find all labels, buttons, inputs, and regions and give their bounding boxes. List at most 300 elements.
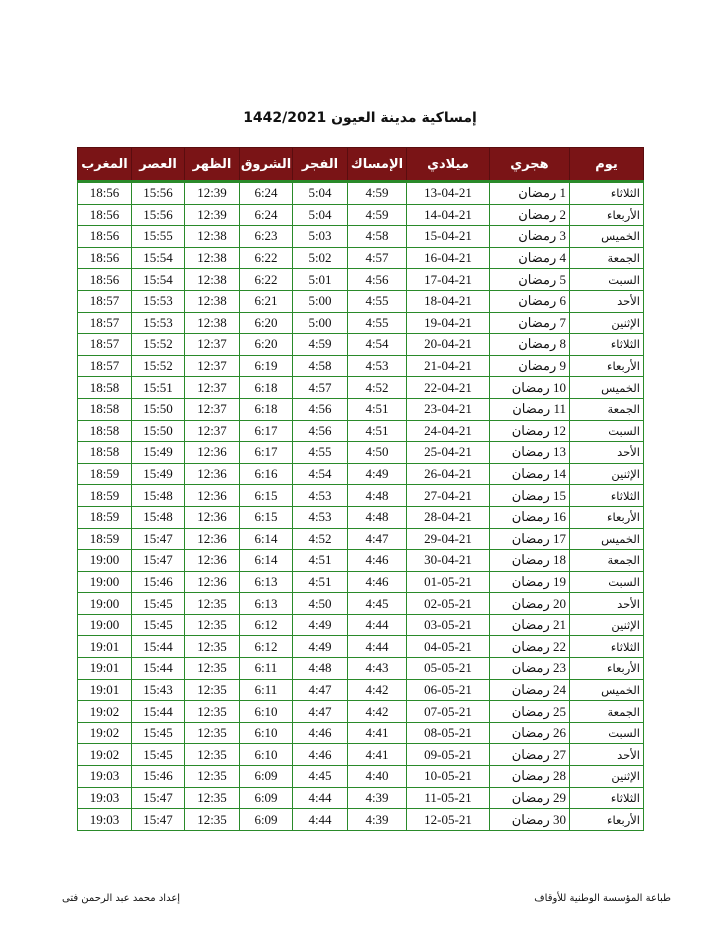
cell-hijri: 1 رمضان	[490, 182, 570, 205]
cell-maghrib: 18:56	[78, 247, 132, 269]
cell-fajr: 4:46	[293, 722, 348, 744]
table-row	[78, 528, 644, 550]
cell-fajr: 5:02	[293, 247, 348, 269]
cell-hijri: 16 رمضان	[490, 506, 570, 528]
cell-shurooq: 6:15	[240, 506, 293, 528]
table-row	[78, 398, 644, 420]
cell-imsak: 4:45	[348, 593, 407, 615]
table-row	[78, 182, 644, 205]
cell-hijri: 4 رمضان	[490, 247, 570, 269]
cell-gregorian: 11-05-21	[407, 787, 490, 809]
table-row	[78, 463, 644, 485]
cell-gregorian: 13-04-21	[407, 182, 490, 205]
cell-hijri: 20 رمضان	[490, 593, 570, 615]
cell-day: الخميس	[570, 679, 644, 701]
cell-asr: 15:49	[132, 442, 185, 464]
header-hijri: هجري	[490, 148, 570, 182]
cell-hijri: 11 رمضان	[490, 398, 570, 420]
cell-fajr: 4:53	[293, 506, 348, 528]
cell-shurooq: 6:24	[240, 204, 293, 226]
cell-asr: 15:48	[132, 485, 185, 507]
cell-fajr: 4:59	[293, 334, 348, 356]
cell-imsak: 4:51	[348, 420, 407, 442]
cell-imsak: 4:55	[348, 312, 407, 334]
table-row	[78, 787, 644, 809]
cell-imsak: 4:42	[348, 701, 407, 723]
cell-maghrib: 19:02	[78, 722, 132, 744]
cell-shurooq: 6:12	[240, 636, 293, 658]
cell-day: الثلاثاء	[570, 787, 644, 809]
table-row	[78, 506, 644, 528]
cell-fajr: 4:56	[293, 398, 348, 420]
cell-dhuhr: 12:38	[185, 290, 240, 312]
cell-imsak: 4:39	[348, 787, 407, 809]
cell-day: السبت	[570, 420, 644, 442]
cell-maghrib: 19:00	[78, 571, 132, 593]
cell-hijri: 5 رمضان	[490, 269, 570, 291]
cell-imsak: 4:40	[348, 766, 407, 788]
cell-maghrib: 18:56	[78, 182, 132, 205]
cell-maghrib: 18:58	[78, 420, 132, 442]
table-body	[78, 182, 644, 831]
cell-fajr: 4:47	[293, 679, 348, 701]
table-row	[78, 442, 644, 464]
cell-asr: 15:51	[132, 377, 185, 399]
cell-asr: 15:56	[132, 204, 185, 226]
cell-hijri: 21 رمضان	[490, 614, 570, 636]
cell-gregorian: 24-04-21	[407, 420, 490, 442]
cell-asr: 15:54	[132, 269, 185, 291]
header-asr: العصر	[132, 148, 185, 182]
cell-fajr: 5:04	[293, 182, 348, 205]
cell-imsak: 4:59	[348, 182, 407, 205]
cell-gregorian: 05-05-21	[407, 658, 490, 680]
header-day: يوم	[570, 148, 644, 182]
imsakiya-table-container	[77, 147, 643, 831]
cell-dhuhr: 12:37	[185, 355, 240, 377]
cell-maghrib: 18:59	[78, 463, 132, 485]
cell-maghrib: 19:02	[78, 744, 132, 766]
cell-maghrib: 19:01	[78, 658, 132, 680]
footer-prepared-by: إعداد محمد عبد الرحمن فتى	[62, 893, 181, 904]
cell-imsak: 4:57	[348, 247, 407, 269]
table-row	[78, 744, 644, 766]
cell-fajr: 4:51	[293, 571, 348, 593]
cell-maghrib: 19:01	[78, 636, 132, 658]
cell-gregorian: 15-04-21	[407, 226, 490, 248]
cell-shurooq: 6:23	[240, 226, 293, 248]
cell-gregorian: 10-05-21	[407, 766, 490, 788]
cell-hijri: 29 رمضان	[490, 787, 570, 809]
cell-dhuhr: 12:35	[185, 722, 240, 744]
cell-day: الثلاثاء	[570, 485, 644, 507]
cell-maghrib: 18:57	[78, 334, 132, 356]
cell-gregorian: 18-04-21	[407, 290, 490, 312]
table-row	[78, 679, 644, 701]
cell-fajr: 5:00	[293, 290, 348, 312]
cell-dhuhr: 12:37	[185, 420, 240, 442]
cell-day: الجمعة	[570, 701, 644, 723]
cell-maghrib: 18:59	[78, 528, 132, 550]
cell-shurooq: 6:11	[240, 658, 293, 680]
cell-fajr: 4:50	[293, 593, 348, 615]
cell-day: الأحد	[570, 290, 644, 312]
cell-gregorian: 22-04-21	[407, 377, 490, 399]
cell-asr: 15:48	[132, 506, 185, 528]
cell-day: الأربعاء	[570, 355, 644, 377]
table-row	[78, 593, 644, 615]
cell-day: الإثنين	[570, 614, 644, 636]
cell-hijri: 2 رمضان	[490, 204, 570, 226]
cell-imsak: 4:56	[348, 269, 407, 291]
cell-day: الأحد	[570, 593, 644, 615]
cell-maghrib: 18:56	[78, 269, 132, 291]
cell-hijri: 12 رمضان	[490, 420, 570, 442]
cell-maghrib: 19:00	[78, 550, 132, 572]
cell-gregorian: 09-05-21	[407, 744, 490, 766]
cell-asr: 15:53	[132, 312, 185, 334]
document-title: إمساكية مدينة العيون 1442/2021	[243, 110, 477, 126]
cell-gregorian: 01-05-21	[407, 571, 490, 593]
cell-maghrib: 19:00	[78, 593, 132, 615]
table-row	[78, 636, 644, 658]
cell-fajr: 4:48	[293, 658, 348, 680]
cell-shurooq: 6:20	[240, 312, 293, 334]
cell-gregorian: 19-04-21	[407, 312, 490, 334]
cell-maghrib: 19:03	[78, 809, 132, 831]
cell-asr: 15:50	[132, 420, 185, 442]
cell-gregorian: 12-05-21	[407, 809, 490, 831]
cell-day: الأربعاء	[570, 506, 644, 528]
cell-day: السبت	[570, 269, 644, 291]
cell-asr: 15:47	[132, 550, 185, 572]
cell-dhuhr: 12:35	[185, 701, 240, 723]
cell-gregorian: 06-05-21	[407, 679, 490, 701]
cell-imsak: 4:55	[348, 290, 407, 312]
cell-day: الإثنين	[570, 463, 644, 485]
cell-imsak: 4:49	[348, 463, 407, 485]
cell-asr: 15:44	[132, 658, 185, 680]
cell-dhuhr: 12:35	[185, 744, 240, 766]
cell-imsak: 4:44	[348, 614, 407, 636]
cell-dhuhr: 12:35	[185, 593, 240, 615]
cell-dhuhr: 12:35	[185, 809, 240, 831]
table-row	[78, 377, 644, 399]
header-gregorian: ميلادي	[407, 148, 490, 182]
cell-day: الأربعاء	[570, 204, 644, 226]
cell-fajr: 5:03	[293, 226, 348, 248]
cell-dhuhr: 12:38	[185, 312, 240, 334]
cell-asr: 15:47	[132, 787, 185, 809]
cell-imsak: 4:41	[348, 744, 407, 766]
cell-imsak: 4:39	[348, 809, 407, 831]
cell-shurooq: 6:13	[240, 571, 293, 593]
cell-imsak: 4:52	[348, 377, 407, 399]
cell-asr: 15:52	[132, 334, 185, 356]
table-row	[78, 226, 644, 248]
cell-maghrib: 18:58	[78, 377, 132, 399]
cell-shurooq: 6:10	[240, 701, 293, 723]
cell-shurooq: 6:11	[240, 679, 293, 701]
cell-day: الأربعاء	[570, 809, 644, 831]
cell-asr: 15:52	[132, 355, 185, 377]
cell-asr: 15:43	[132, 679, 185, 701]
cell-shurooq: 6:10	[240, 744, 293, 766]
cell-hijri: 13 رمضان	[490, 442, 570, 464]
cell-maghrib: 18:59	[78, 506, 132, 528]
cell-day: الثلاثاء	[570, 182, 644, 205]
cell-hijri: 18 رمضان	[490, 550, 570, 572]
cell-dhuhr: 12:37	[185, 377, 240, 399]
cell-day: الخميس	[570, 528, 644, 550]
header-shurooq: الشروق	[240, 148, 293, 182]
table-row	[78, 312, 644, 334]
cell-imsak: 4:51	[348, 398, 407, 420]
cell-asr: 15:54	[132, 247, 185, 269]
header-imsak: الإمساك	[348, 148, 407, 182]
cell-dhuhr: 12:38	[185, 247, 240, 269]
table-row	[78, 355, 644, 377]
cell-maghrib: 19:01	[78, 679, 132, 701]
cell-fajr: 5:00	[293, 312, 348, 334]
footer-printed-by: طباعة المؤسسة الوطنية للأوقاف	[534, 893, 671, 904]
table-header-row	[78, 148, 644, 182]
cell-hijri: 27 رمضان	[490, 744, 570, 766]
cell-dhuhr: 12:35	[185, 636, 240, 658]
table-row	[78, 809, 644, 831]
cell-imsak: 4:50	[348, 442, 407, 464]
cell-day: الجمعة	[570, 398, 644, 420]
cell-shurooq: 6:10	[240, 722, 293, 744]
cell-maghrib: 18:59	[78, 485, 132, 507]
cell-dhuhr: 12:36	[185, 463, 240, 485]
cell-dhuhr: 12:36	[185, 550, 240, 572]
cell-hijri: 8 رمضان	[490, 334, 570, 356]
cell-fajr: 4:46	[293, 744, 348, 766]
cell-asr: 15:46	[132, 766, 185, 788]
cell-dhuhr: 12:36	[185, 571, 240, 593]
cell-maghrib: 18:58	[78, 398, 132, 420]
cell-fajr: 4:57	[293, 377, 348, 399]
cell-hijri: 24 رمضان	[490, 679, 570, 701]
cell-day: الأحد	[570, 744, 644, 766]
cell-maghrib: 19:00	[78, 614, 132, 636]
cell-asr: 15:45	[132, 614, 185, 636]
cell-gregorian: 04-05-21	[407, 636, 490, 658]
cell-gregorian: 07-05-21	[407, 701, 490, 723]
imsakiya-table	[77, 147, 644, 831]
cell-day: الإثنين	[570, 312, 644, 334]
cell-shurooq: 6:18	[240, 398, 293, 420]
cell-fajr: 4:53	[293, 485, 348, 507]
cell-fajr: 4:49	[293, 636, 348, 658]
cell-shurooq: 6:14	[240, 528, 293, 550]
cell-imsak: 4:53	[348, 355, 407, 377]
cell-maghrib: 18:58	[78, 442, 132, 464]
cell-shurooq: 6:21	[240, 290, 293, 312]
cell-hijri: 30 رمضان	[490, 809, 570, 831]
cell-day: السبت	[570, 722, 644, 744]
cell-hijri: 7 رمضان	[490, 312, 570, 334]
cell-fajr: 4:44	[293, 787, 348, 809]
cell-shurooq: 6:19	[240, 355, 293, 377]
cell-hijri: 6 رمضان	[490, 290, 570, 312]
cell-day: الجمعة	[570, 550, 644, 572]
cell-asr: 15:46	[132, 571, 185, 593]
cell-dhuhr: 12:35	[185, 679, 240, 701]
cell-fajr: 4:54	[293, 463, 348, 485]
table-row	[78, 614, 644, 636]
cell-hijri: 10 رمضان	[490, 377, 570, 399]
cell-asr: 15:47	[132, 528, 185, 550]
cell-fajr: 4:55	[293, 442, 348, 464]
cell-fajr: 4:44	[293, 809, 348, 831]
cell-maghrib: 19:03	[78, 787, 132, 809]
cell-fajr: 5:01	[293, 269, 348, 291]
cell-gregorian: 21-04-21	[407, 355, 490, 377]
cell-gregorian: 23-04-21	[407, 398, 490, 420]
cell-maghrib: 18:57	[78, 290, 132, 312]
cell-shurooq: 6:24	[240, 182, 293, 205]
cell-hijri: 23 رمضان	[490, 658, 570, 680]
cell-hijri: 3 رمضان	[490, 226, 570, 248]
cell-shurooq: 6:20	[240, 334, 293, 356]
cell-imsak: 4:42	[348, 679, 407, 701]
cell-asr: 15:45	[132, 722, 185, 744]
table-row	[78, 658, 644, 680]
cell-imsak: 4:58	[348, 226, 407, 248]
cell-imsak: 4:54	[348, 334, 407, 356]
header-dhuhr: الظهر	[185, 148, 240, 182]
cell-shurooq: 6:17	[240, 442, 293, 464]
cell-dhuhr: 12:36	[185, 442, 240, 464]
cell-shurooq: 6:22	[240, 247, 293, 269]
cell-day: الثلاثاء	[570, 334, 644, 356]
table-row	[78, 334, 644, 356]
table-row	[78, 290, 644, 312]
cell-gregorian: 27-04-21	[407, 485, 490, 507]
cell-dhuhr: 12:36	[185, 528, 240, 550]
cell-shurooq: 6:18	[240, 377, 293, 399]
cell-fajr: 4:52	[293, 528, 348, 550]
cell-maghrib: 18:56	[78, 204, 132, 226]
cell-dhuhr: 12:37	[185, 398, 240, 420]
cell-shurooq: 6:14	[240, 550, 293, 572]
cell-gregorian: 08-05-21	[407, 722, 490, 744]
cell-maghrib: 18:57	[78, 312, 132, 334]
cell-asr: 15:44	[132, 636, 185, 658]
cell-asr: 15:49	[132, 463, 185, 485]
cell-gregorian: 28-04-21	[407, 506, 490, 528]
cell-hijri: 19 رمضان	[490, 571, 570, 593]
cell-gregorian: 17-04-21	[407, 269, 490, 291]
cell-hijri: 22 رمضان	[490, 636, 570, 658]
cell-day: الإثنين	[570, 766, 644, 788]
cell-fajr: 4:56	[293, 420, 348, 442]
cell-day: الثلاثاء	[570, 636, 644, 658]
cell-fajr: 4:47	[293, 701, 348, 723]
cell-shurooq: 6:17	[240, 420, 293, 442]
cell-dhuhr: 12:38	[185, 269, 240, 291]
cell-dhuhr: 12:37	[185, 334, 240, 356]
header-maghrib: المغرب	[78, 148, 132, 182]
cell-dhuhr: 12:35	[185, 658, 240, 680]
cell-shurooq: 6:09	[240, 787, 293, 809]
cell-gregorian: 26-04-21	[407, 463, 490, 485]
table-row	[78, 420, 644, 442]
cell-day: الأربعاء	[570, 658, 644, 680]
cell-day: الخميس	[570, 377, 644, 399]
table-row	[78, 485, 644, 507]
cell-dhuhr: 12:35	[185, 766, 240, 788]
cell-gregorian: 25-04-21	[407, 442, 490, 464]
cell-gregorian: 30-04-21	[407, 550, 490, 572]
cell-dhuhr: 12:39	[185, 182, 240, 205]
cell-imsak: 4:43	[348, 658, 407, 680]
cell-gregorian: 16-04-21	[407, 247, 490, 269]
cell-dhuhr: 12:36	[185, 485, 240, 507]
cell-shurooq: 6:16	[240, 463, 293, 485]
table-row	[78, 269, 644, 291]
cell-imsak: 4:47	[348, 528, 407, 550]
cell-asr: 15:55	[132, 226, 185, 248]
cell-shurooq: 6:13	[240, 593, 293, 615]
cell-dhuhr: 12:38	[185, 226, 240, 248]
table-row	[78, 766, 644, 788]
cell-dhuhr: 12:35	[185, 787, 240, 809]
cell-shurooq: 6:12	[240, 614, 293, 636]
cell-dhuhr: 12:36	[185, 506, 240, 528]
cell-imsak: 4:46	[348, 550, 407, 572]
table-row	[78, 571, 644, 593]
cell-maghrib: 18:57	[78, 355, 132, 377]
cell-imsak: 4:44	[348, 636, 407, 658]
cell-asr: 15:53	[132, 290, 185, 312]
cell-maghrib: 19:03	[78, 766, 132, 788]
cell-hijri: 17 رمضان	[490, 528, 570, 550]
cell-asr: 15:47	[132, 809, 185, 831]
cell-gregorian: 29-04-21	[407, 528, 490, 550]
cell-maghrib: 19:02	[78, 701, 132, 723]
cell-shurooq: 6:09	[240, 766, 293, 788]
cell-imsak: 4:48	[348, 506, 407, 528]
cell-imsak: 4:41	[348, 722, 407, 744]
cell-shurooq: 6:22	[240, 269, 293, 291]
table-row	[78, 722, 644, 744]
cell-dhuhr: 12:39	[185, 204, 240, 226]
table-row	[78, 247, 644, 269]
cell-hijri: 9 رمضان	[490, 355, 570, 377]
cell-dhuhr: 12:35	[185, 614, 240, 636]
cell-imsak: 4:46	[348, 571, 407, 593]
cell-day: الخميس	[570, 226, 644, 248]
cell-maghrib: 18:56	[78, 226, 132, 248]
cell-day: الجمعة	[570, 247, 644, 269]
cell-fajr: 4:45	[293, 766, 348, 788]
cell-imsak: 4:59	[348, 204, 407, 226]
cell-fajr: 4:49	[293, 614, 348, 636]
table-row	[78, 701, 644, 723]
cell-asr: 15:50	[132, 398, 185, 420]
cell-asr: 15:56	[132, 182, 185, 205]
cell-asr: 15:45	[132, 744, 185, 766]
cell-day: الأحد	[570, 442, 644, 464]
cell-gregorian: 03-05-21	[407, 614, 490, 636]
cell-hijri: 14 رمضان	[490, 463, 570, 485]
cell-fajr: 4:58	[293, 355, 348, 377]
cell-shurooq: 6:15	[240, 485, 293, 507]
cell-shurooq: 6:09	[240, 809, 293, 831]
